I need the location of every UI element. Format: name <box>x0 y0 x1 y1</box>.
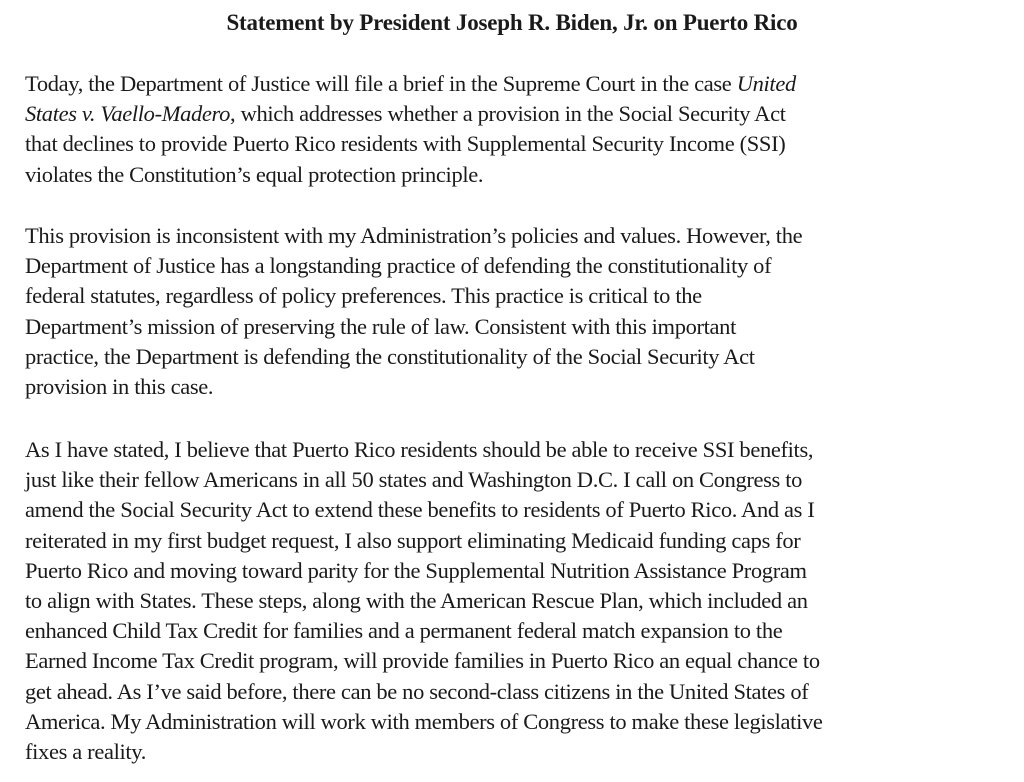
paragraph-line: federal statutes, regardless of policy preferences. This practice is critical to the <box>25 283 702 309</box>
line-text: violates the Constitution’s equal protection principle. <box>25 161 484 187</box>
line-text: , which addresses whether a provision in the Social Security Act <box>230 101 786 127</box>
paragraph-line: Department’s mission of preserving the rule of law. Consistent with this important <box>25 313 736 339</box>
paragraph-line: enhanced Child Tax Credit for families and a permanent federal match expansion to the <box>25 618 783 644</box>
paragraph-line: amend the Social Security Act to extend these benefits to residents of Puerto Rico. And as I <box>25 497 815 523</box>
paragraph-3 <box>25 435 1015 767</box>
statement-title: Statement by President Joseph R. Biden, Jr. on Puerto Rico <box>226 10 798 35</box>
case-name-italic: United <box>736 71 796 96</box>
paragraph-line <box>25 160 1015 190</box>
line-text: that declines to provide Puerto Rico residents with Supplemental Security Income (SSI) <box>25 131 786 157</box>
line-text: Today, the Department of Justice will file a brief in the Supreme Court in the case <box>25 71 737 96</box>
paragraph-2 <box>25 221 1015 402</box>
case-name-italic: States v. Vaello-Madero <box>25 101 231 127</box>
paragraph-line <box>25 69 1015 99</box>
paragraph-1 <box>25 69 1015 190</box>
paragraph-line: to align with States. These steps, along with the American Rescue Plan, which included an <box>25 588 808 614</box>
paragraph-line: just like their fellow Americans in all 50 states and Washington D.C. I call on Congress to <box>25 467 803 493</box>
paragraph-line: This provision is inconsistent with my Administration’s policies and values. However, the <box>25 223 803 248</box>
paragraph-line <box>25 99 1015 129</box>
paragraph-line: reiterated in my first budget request, I also support eliminating Medicaid funding caps for <box>25 527 801 553</box>
paragraph-line: Earned Income Tax Credit program, will provide families in Puerto Rico an equal chance to <box>25 648 820 674</box>
paragraph-line <box>25 129 1015 159</box>
paragraph-line: As I have stated, I believe that Puerto Rico residents should be able to receive SSI benefits, <box>25 437 814 462</box>
paragraph-line: Department of Justice has a longstanding practice of defending the constitutionality of <box>25 253 772 279</box>
paragraph-line: America. My Administration will work with members of Congress to make these legislative <box>25 708 823 734</box>
paragraph-line: practice, the Department is defending the constitutionality of the Social Security Act <box>25 343 755 369</box>
paragraph-line: Puerto Rico and moving toward parity for the Supplemental Nutrition Assistance Program <box>25 557 807 583</box>
paragraph-line: fixes a reality. <box>25 739 147 765</box>
paragraph-line: get ahead. As I’ve said before, there can be no second-class citizens in the United States of <box>25 678 809 704</box>
paragraph-line: provision in this case. <box>25 374 214 400</box>
